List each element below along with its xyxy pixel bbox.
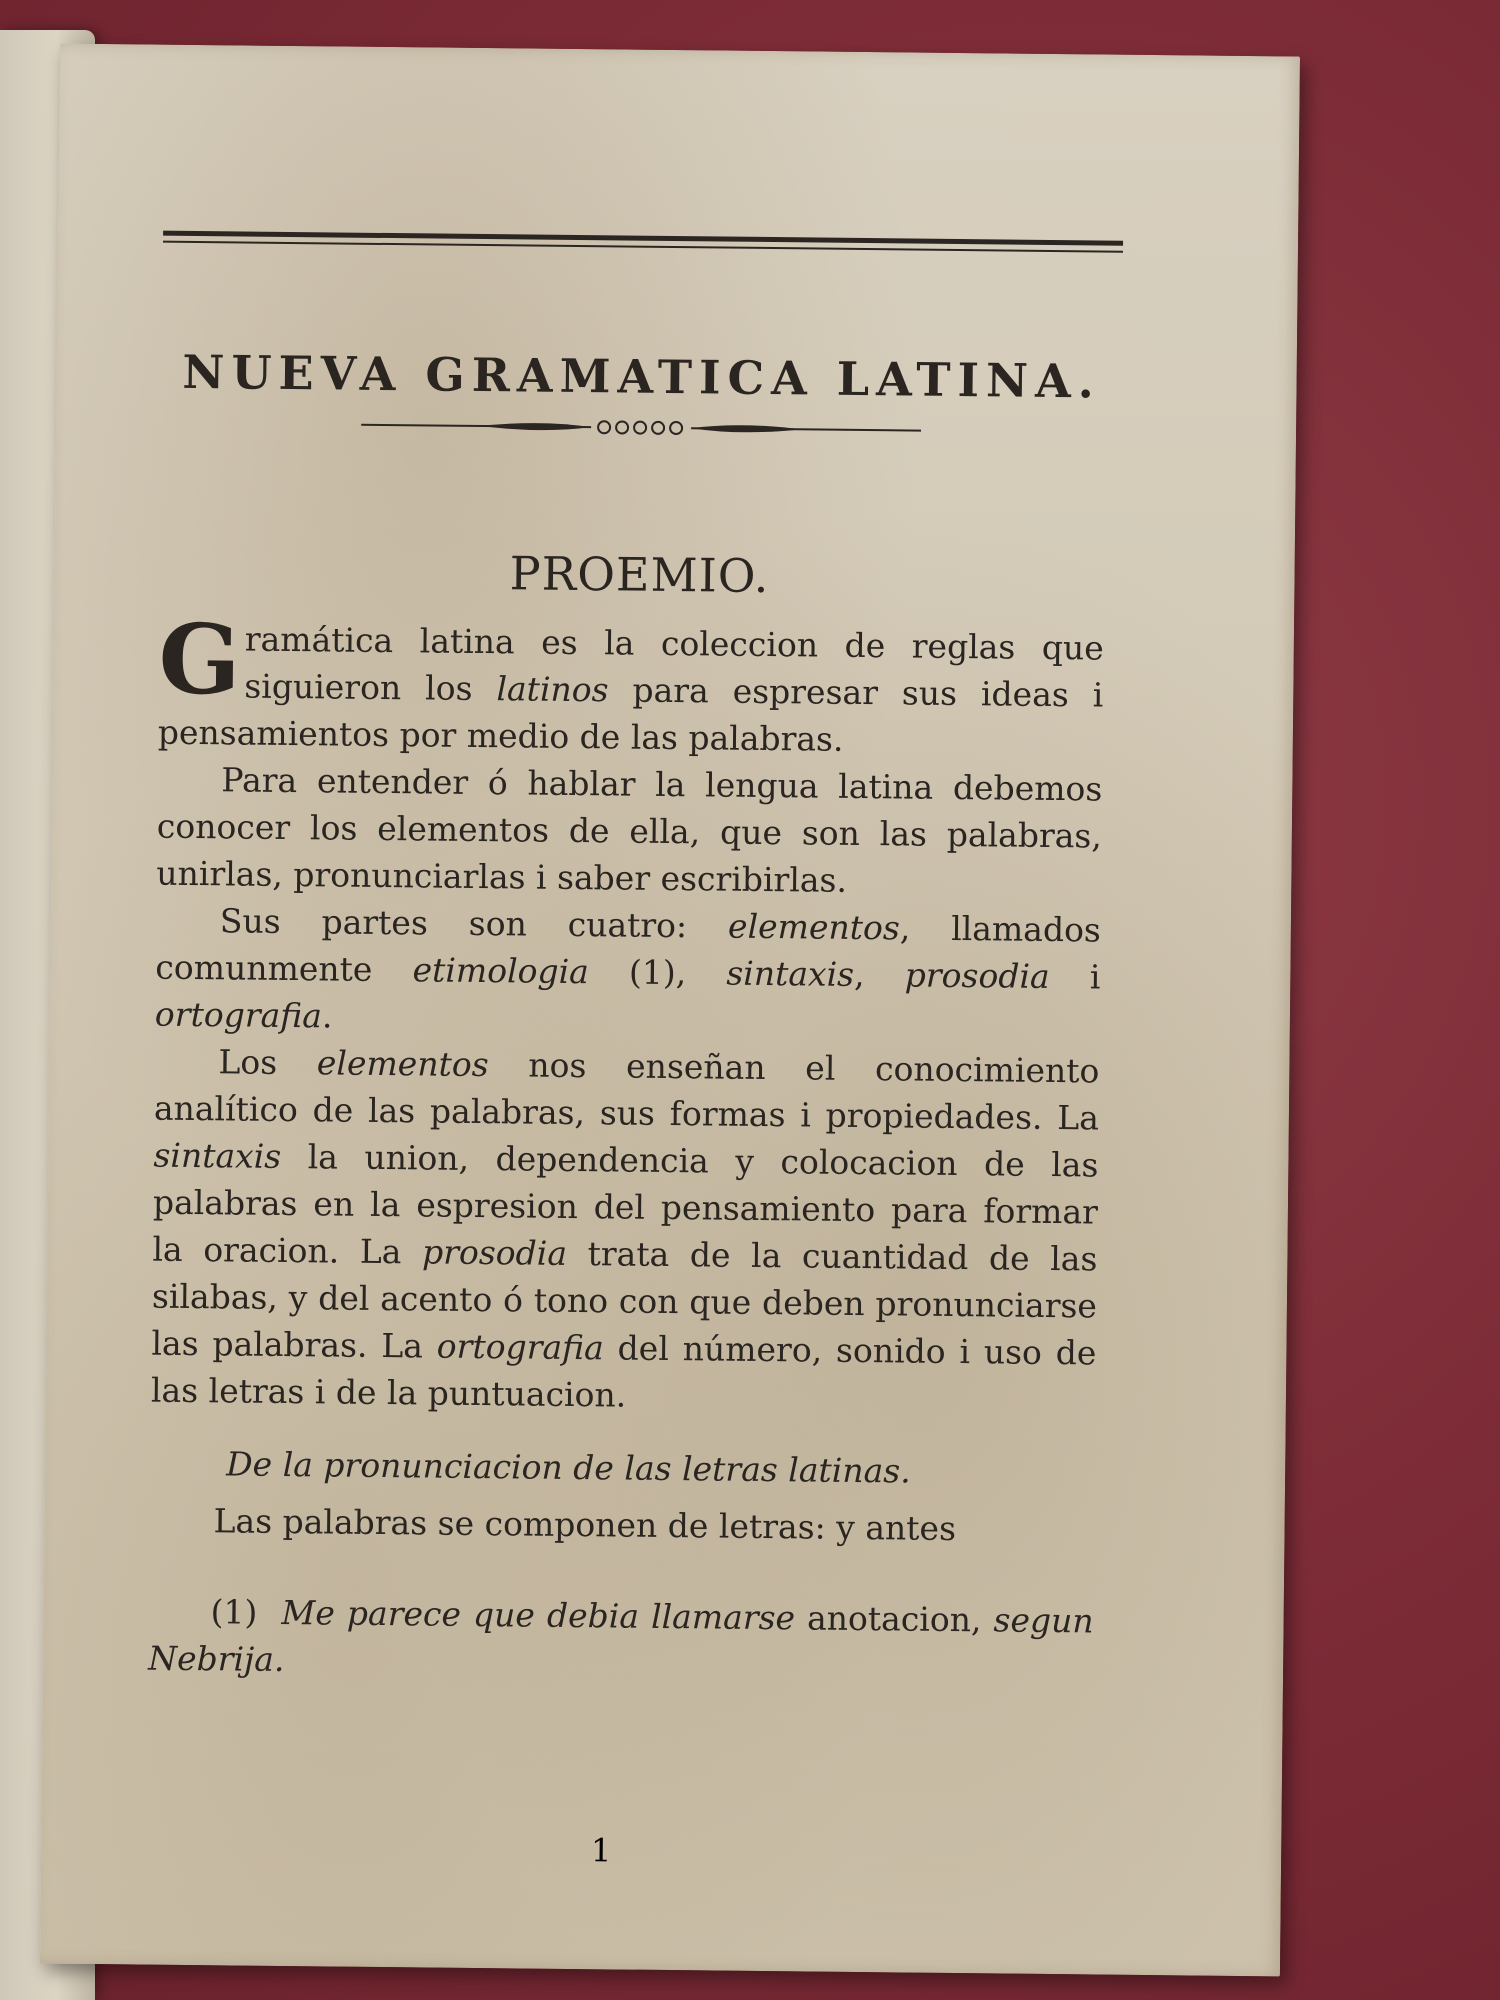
- paragraph-4: [151, 1038, 1100, 1424]
- paragraph-3: [155, 897, 1101, 1048]
- footnote-text: [148, 1588, 1094, 1692]
- text-span: i: [1049, 956, 1101, 997]
- text-span: del número, sonido i uso de las letras i de la puntuacion.: [150, 1328, 1097, 1415]
- italic-term: prosodia: [421, 1232, 568, 1273]
- text-span: , llamados comunmente: [155, 908, 1102, 990]
- subheading: De la pronunciacion de las letras latinas.: [226, 1444, 911, 1491]
- text-span: Los: [218, 1042, 318, 1083]
- italic-term: elementos: [727, 906, 901, 948]
- top-double-rule: [163, 231, 1123, 253]
- italic-term: etimologia: [412, 950, 590, 992]
- italic-term: ortografia: [436, 1326, 605, 1368]
- body-text: [147, 602, 1105, 1692]
- drop-cap: G: [158, 602, 242, 717]
- page-content: [145, 45, 1110, 1975]
- text-span: nos enseñan el conocimiento analítico de las palabras, sus formas i propiedades. La: [153, 1045, 1100, 1138]
- text-span: (1),: [588, 952, 727, 993]
- footnote-marker: (1): [210, 1592, 258, 1632]
- text-span: ramática latina es la coleccion de reglas que siguieron los: [244, 619, 1105, 709]
- italic-term: sintaxis: [726, 953, 855, 994]
- footnote: [148, 1588, 1094, 1692]
- italic-term: prosodia: [904, 955, 1050, 996]
- page-title: NUEVA GRAMATICA LATINA.: [182, 344, 1102, 409]
- ornament-divider: [361, 412, 921, 444]
- paragraph-5: Las palabras se componen de letras: y antes: [213, 1501, 957, 1549]
- text-span: trata de la cuantidad de las silabas, y del acento ó tono con que deben pronunciarse las palabras. La: [151, 1233, 1098, 1366]
- book-page: [40, 44, 1300, 1977]
- section-heading: PROEMIO.: [509, 546, 770, 604]
- paragraph-2: Para entender ó hablar la lengua latina debemos conocer los elementos de ella, que son las palabras, unirlas, pronunciarlas i saber escribirlas.: [156, 760, 1103, 900]
- text-span: la union, dependencia y colocacion de las palabras en la espresion del pensamiento para formar la oracion. La: [152, 1136, 1099, 1272]
- italic-term: ortografia: [154, 994, 323, 1036]
- text-span: .: [321, 996, 333, 1036]
- text-span: anotacion,: [794, 1598, 994, 1640]
- italic-term: latinos: [496, 669, 609, 710]
- text-span: Sus partes son cuatro:: [219, 901, 729, 946]
- page-number: 1: [590, 1831, 612, 1870]
- italic-term: sintaxis: [153, 1135, 282, 1176]
- italic-term: segun Nebrija.: [147, 1600, 1094, 1679]
- italic-term: Me parece que debia llamarse: [281, 1592, 796, 1638]
- text-span: ,: [853, 954, 905, 995]
- paragraph-1: [157, 602, 1105, 766]
- italic-term: elementos: [316, 1043, 489, 1085]
- text-span: para espresar sus ideas i pensamientos por medio de las palabras.: [157, 670, 1104, 759]
